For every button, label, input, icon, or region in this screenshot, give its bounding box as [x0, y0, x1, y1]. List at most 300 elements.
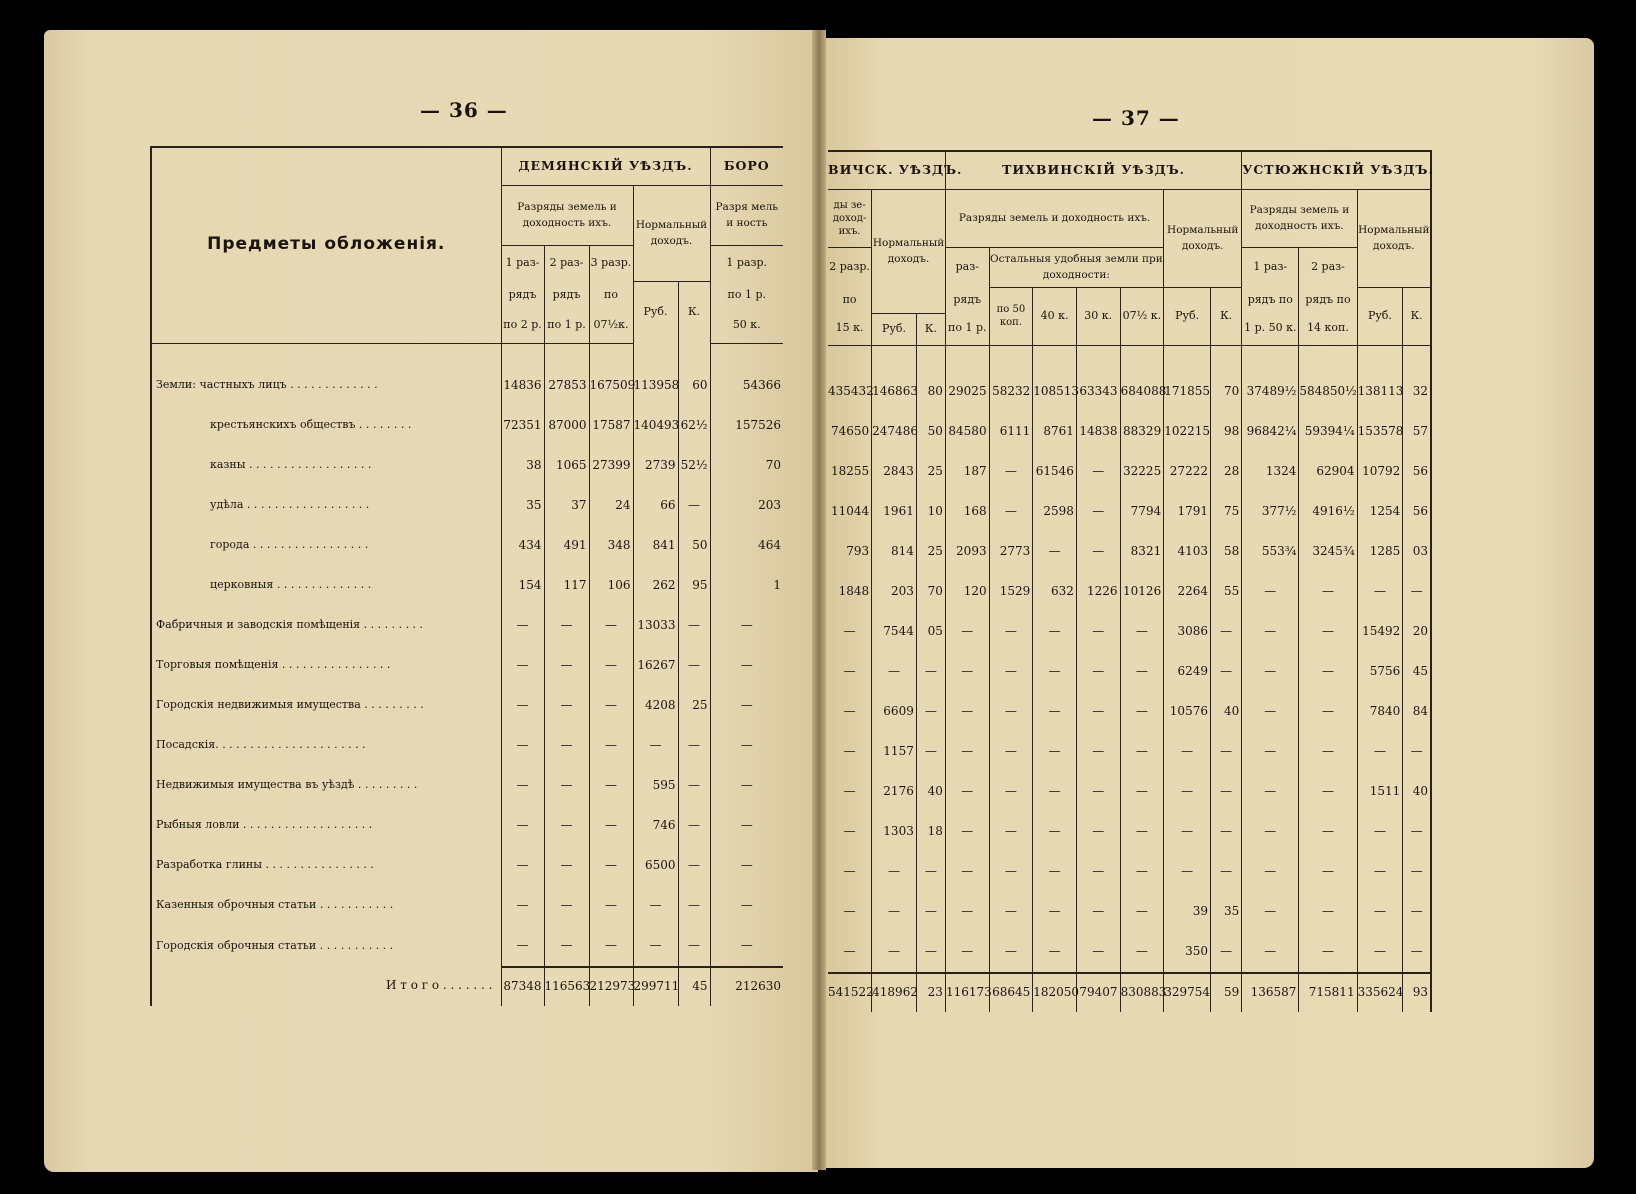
tikhvin-g1-label-c: по 1 р.	[945, 313, 989, 345]
data-cell: 7794	[1120, 492, 1164, 532]
data-cell: —	[989, 932, 1033, 973]
data-cell: 25	[678, 686, 710, 726]
data-cell: —	[1242, 772, 1299, 812]
spacer-cell	[916, 345, 945, 372]
data-cell: 62904	[1299, 452, 1357, 492]
data-cell: 38	[501, 446, 544, 486]
data-cell: —	[1076, 852, 1120, 892]
spacer-cell	[633, 343, 678, 366]
data-cell: —	[710, 766, 783, 806]
data-cell: —	[501, 766, 544, 806]
data-cell: 1848	[838, 583, 870, 598]
data-cell: —	[1242, 892, 1299, 932]
row-label: Разработка глины . . . . . . . . . . . . . . . .	[156, 858, 374, 872]
data-cell: —	[633, 726, 678, 766]
data-cell: —	[872, 852, 917, 892]
data-cell: 146863	[872, 372, 917, 412]
total-cell: 136587	[1242, 973, 1299, 1012]
data-cell: —	[1299, 812, 1357, 852]
data-cell: 2176	[872, 772, 917, 812]
spacer-cell	[501, 343, 544, 366]
table-row	[151, 366, 783, 406]
data-cell: —	[1076, 452, 1120, 492]
total-cell: 68645	[989, 973, 1033, 1012]
data-cell: 154	[501, 566, 544, 606]
data-cell: 138113	[1357, 372, 1403, 412]
total-cell: 418962	[872, 973, 917, 1012]
data-cell: 27222	[1164, 452, 1211, 492]
borovichi-normal-header: Нормальный доходъ.	[872, 189, 946, 313]
spacer-cell	[1033, 345, 1077, 372]
row-label: Земли: частныхъ лицъ . . . . . . . . . . . . .	[156, 378, 378, 392]
subject-header: Предметы обложенія.	[151, 147, 501, 343]
spacer-cell	[1299, 345, 1357, 372]
data-cell: —	[843, 903, 856, 918]
tikhvin-grades-header: Разряды земель и доходность ихъ.	[945, 189, 1163, 247]
data-cell: —	[1120, 852, 1164, 892]
tikhvin-o2-header: 40 к.	[1033, 287, 1077, 345]
tikhvin-normal-header: Нормальный доходъ.	[1164, 189, 1242, 287]
data-cell: 13033	[633, 606, 678, 646]
ustyuzhna-g1-label-b: рядъ по	[1242, 287, 1299, 313]
data-cell: 11044	[830, 503, 870, 518]
table-row	[151, 526, 783, 566]
data-cell: —	[1210, 932, 1241, 973]
data-cell: 102215	[1164, 412, 1211, 452]
data-cell: —	[678, 726, 710, 766]
data-cell: 4916½	[1299, 492, 1357, 532]
total-cell: 59	[1210, 973, 1241, 1012]
data-cell: —	[989, 452, 1033, 492]
data-cell: —	[1210, 812, 1241, 852]
data-cell: —	[589, 726, 633, 766]
data-cell: —	[843, 823, 856, 838]
data-cell: —	[1164, 772, 1211, 812]
data-cell: 2739	[633, 446, 678, 486]
data-cell: —	[544, 686, 589, 726]
data-cell: 28	[1210, 452, 1241, 492]
data-cell: 74650	[830, 423, 870, 438]
data-cell: 171855	[1164, 372, 1211, 412]
data-cell: —	[544, 806, 589, 846]
table-row	[828, 892, 1431, 932]
data-cell: —	[1299, 652, 1357, 692]
data-cell: 6111	[989, 412, 1033, 452]
table-row	[151, 726, 783, 766]
data-cell: 58	[1210, 532, 1241, 572]
data-cell: 1511	[1357, 772, 1403, 812]
data-cell: —	[872, 652, 917, 692]
data-cell: —	[501, 686, 544, 726]
tikhvin-rub-header: Руб.	[1164, 287, 1211, 345]
data-cell: 54366	[710, 366, 783, 406]
tikhvin-g1-label-b: рядъ	[945, 287, 989, 313]
data-cell: —	[710, 686, 783, 726]
spacer-cell	[544, 343, 589, 366]
data-cell: —	[501, 846, 544, 886]
district-header-tikhvin: ТИХВИНСКІЙ УѢЗДЪ.	[945, 151, 1241, 189]
data-cell: 8761	[1033, 412, 1077, 452]
data-cell: 106	[589, 566, 633, 606]
data-cell: 27399	[589, 446, 633, 486]
data-cell: 153578	[1357, 412, 1403, 452]
page-number-right: — 37 —	[1092, 106, 1180, 130]
data-cell: —	[945, 932, 989, 973]
total-cell: 335624	[1357, 973, 1403, 1012]
data-cell: 70	[710, 446, 783, 486]
data-cell: 24	[589, 486, 633, 526]
data-cell: —	[1164, 732, 1211, 772]
data-cell: 84580	[945, 412, 989, 452]
district-header-borovichi-cont: ВИЧСК. УѢЗДЪ.	[828, 151, 945, 189]
data-cell: 1961	[872, 492, 917, 532]
data-cell: —	[710, 806, 783, 846]
data-cell: —	[678, 606, 710, 646]
data-cell: 16267	[633, 646, 678, 686]
spacer-cell	[710, 343, 783, 366]
data-cell: —	[1403, 932, 1431, 973]
district-header-ustyuzhna: УСТЮЖНСКІЙ УѢЗДЪ.	[1242, 151, 1431, 189]
data-cell: 117	[544, 566, 589, 606]
data-cell: —	[1033, 652, 1077, 692]
data-cell: —	[843, 943, 856, 958]
data-cell: 6500	[633, 846, 678, 886]
data-cell: 63343	[1076, 372, 1120, 412]
tikhvin-o3-header: 30 к.	[1076, 287, 1120, 345]
data-cell: 70	[916, 572, 945, 612]
spacer-cell	[589, 343, 633, 366]
data-cell: —	[916, 852, 945, 892]
data-cell: —	[1403, 732, 1431, 772]
data-cell: 464	[710, 526, 783, 566]
data-cell: —	[1210, 612, 1241, 652]
data-cell: 98	[1210, 412, 1241, 452]
table-row	[828, 772, 1431, 812]
data-cell: —	[1210, 732, 1241, 772]
g1-label-b: рядъ	[501, 281, 544, 309]
row-label: Недвижимыя имущества въ уѣздѣ . . . . . . . . .	[156, 778, 418, 792]
data-cell: —	[989, 612, 1033, 652]
data-cell: 2093	[945, 532, 989, 572]
ustyuzhna-g2-label-b: рядъ по	[1299, 287, 1357, 313]
data-cell: —	[1120, 932, 1164, 973]
row-label: церковныя . . . . . . . . . . . . . .	[210, 578, 372, 592]
data-cell: 262	[633, 566, 678, 606]
borovichi-g2-label-c: 15 к.	[828, 313, 872, 345]
data-cell: 7840	[1357, 692, 1403, 732]
data-cell: —	[1299, 772, 1357, 812]
data-cell: —	[1076, 772, 1120, 812]
data-cell: —	[1076, 652, 1120, 692]
table-row	[828, 732, 1431, 772]
data-cell: —	[1242, 572, 1299, 612]
data-cell: —	[989, 772, 1033, 812]
data-cell: 140493	[633, 406, 678, 446]
data-cell: —	[589, 646, 633, 686]
data-cell: —	[1210, 652, 1241, 692]
borovichi-grades-header: ды зе- доход- ихъ.	[828, 189, 872, 247]
table-row	[151, 846, 783, 886]
data-cell: —	[1357, 932, 1403, 973]
ustyuzhna-kop-header: К.	[1403, 287, 1431, 345]
data-cell: —	[1033, 772, 1077, 812]
data-cell: —	[1299, 572, 1357, 612]
data-cell: 187	[945, 452, 989, 492]
ustyuzhna-rub-header: Руб.	[1357, 287, 1403, 345]
spacer-cell	[945, 345, 989, 372]
data-cell: 37489½	[1242, 372, 1299, 412]
data-cell: 17587	[589, 406, 633, 446]
data-cell: —	[501, 606, 544, 646]
data-cell: —	[589, 606, 633, 646]
table-row	[151, 406, 783, 446]
total-cell: 87348	[501, 967, 544, 1006]
data-cell: 3086	[1164, 612, 1211, 652]
data-cell: 8321	[1120, 532, 1164, 572]
data-cell: —	[1357, 892, 1403, 932]
data-cell: 746	[633, 806, 678, 846]
data-cell: —	[1076, 612, 1120, 652]
spacer-cell	[1403, 345, 1431, 372]
data-cell: 14836	[501, 366, 544, 406]
data-cell: 584850½	[1299, 372, 1357, 412]
data-cell: —	[501, 646, 544, 686]
g3-label-c: 07½к.	[589, 309, 633, 343]
data-cell: —	[945, 612, 989, 652]
data-cell: —	[678, 766, 710, 806]
data-cell: —	[1120, 612, 1164, 652]
spacer-cell	[1076, 345, 1120, 372]
total-cell: 212630	[710, 967, 783, 1006]
data-cell: 6249	[1164, 652, 1211, 692]
data-cell: —	[1299, 852, 1357, 892]
data-cell: 1303	[872, 812, 917, 852]
data-cell: —	[916, 892, 945, 932]
data-cell: —	[989, 812, 1033, 852]
data-cell: —	[843, 663, 856, 678]
data-cell: —	[945, 852, 989, 892]
data-cell: —	[1242, 812, 1299, 852]
row-label: Казенныя оброчныя статьи . . . . . . . . . . .	[156, 898, 394, 912]
table-row	[828, 692, 1431, 732]
data-cell: —	[945, 892, 989, 932]
data-cell: 2264	[1164, 572, 1211, 612]
data-cell: 1226	[1076, 572, 1120, 612]
data-cell: 45	[1403, 652, 1431, 692]
data-cell: —	[1299, 892, 1357, 932]
data-cell: 50	[678, 526, 710, 566]
data-cell: —	[872, 932, 917, 973]
table-row	[151, 806, 783, 846]
spacer-cell	[151, 343, 501, 366]
total-cell: 212973	[589, 967, 633, 1006]
data-cell: —	[916, 732, 945, 772]
data-cell: —	[544, 886, 589, 926]
total-cell: 541522	[828, 973, 872, 1012]
data-cell: —	[544, 846, 589, 886]
district-header-demyansk: ДЕМЯНСКІЙ УѢЗДЪ.	[501, 147, 710, 185]
data-cell: —	[1242, 852, 1299, 892]
g3-label-b: по	[589, 281, 633, 309]
g3-label-a: 3 разр.	[589, 245, 633, 281]
data-cell: 113958	[633, 366, 678, 406]
table-row	[151, 486, 783, 526]
data-cell: 39	[1164, 892, 1211, 932]
row-label: Посадскія. . . . . . . . . . . . . . . . . . . . . .	[156, 738, 366, 752]
data-cell: —	[1164, 852, 1211, 892]
data-cell: 1324	[1242, 452, 1299, 492]
normal-income-header: Нормальный доходъ.	[633, 185, 710, 281]
table-row	[828, 492, 1431, 532]
data-cell: —	[1120, 892, 1164, 932]
data-cell: 491	[544, 526, 589, 566]
total-cell: 830883	[1120, 973, 1164, 1012]
total-cell: 23	[916, 973, 945, 1012]
data-cell: 15492	[1357, 612, 1403, 652]
table-row	[151, 446, 783, 486]
data-cell: —	[989, 652, 1033, 692]
spacer-cell	[872, 345, 917, 372]
total-cell: 93	[1403, 973, 1431, 1012]
ustyuzhna-grades-header: Разряды земель и доходность ихъ.	[1242, 189, 1357, 247]
data-cell: 66	[633, 486, 678, 526]
data-cell: 348	[589, 526, 633, 566]
data-cell: —	[1033, 892, 1077, 932]
data-cell: 18255	[830, 463, 870, 478]
data-cell: 4208	[633, 686, 678, 726]
total-cell: 715811	[1299, 973, 1357, 1012]
data-cell: 87000	[544, 406, 589, 446]
spacer-cell	[1357, 345, 1403, 372]
total-row	[151, 967, 783, 1006]
data-cell: —	[544, 926, 589, 967]
book-gutter	[812, 30, 826, 1170]
data-cell: 27853	[544, 366, 589, 406]
row-label: удѣла . . . . . . . . . . . . . . . . . .	[210, 498, 370, 512]
data-cell: —	[1357, 852, 1403, 892]
data-cell: —	[1120, 812, 1164, 852]
data-cell: 14838	[1076, 412, 1120, 452]
data-cell: —	[843, 863, 856, 878]
table-row	[151, 566, 783, 606]
table-row	[828, 812, 1431, 852]
data-cell: 61546	[1033, 452, 1077, 492]
data-cell: —	[989, 892, 1033, 932]
data-cell: —	[1357, 572, 1403, 612]
data-cell: —	[1357, 812, 1403, 852]
data-cell: 3245¾	[1299, 532, 1357, 572]
data-cell: —	[1403, 572, 1431, 612]
data-cell: —	[1120, 732, 1164, 772]
data-cell: 32	[1403, 372, 1431, 412]
data-cell: —	[1403, 852, 1431, 892]
data-cell: 1157	[872, 732, 917, 772]
tikhvin-o4-header: 07½ к.	[1120, 287, 1164, 345]
data-cell: 18	[916, 812, 945, 852]
data-cell: 793	[846, 543, 870, 558]
data-cell: —	[1076, 732, 1120, 772]
data-cell: 75	[1210, 492, 1241, 532]
data-cell: —	[589, 926, 633, 967]
table-row	[828, 532, 1431, 572]
data-cell: 595	[633, 766, 678, 806]
data-cell: 435432	[828, 383, 874, 398]
table-row	[151, 766, 783, 806]
data-cell: —	[945, 652, 989, 692]
data-cell: —	[710, 926, 783, 967]
g2-label-c: по 1 р.	[544, 309, 589, 343]
spacer-cell	[1164, 345, 1211, 372]
data-cell: —	[589, 766, 633, 806]
right-table	[828, 150, 1432, 1012]
data-cell: 35	[1210, 892, 1241, 932]
row-label: города . . . . . . . . . . . . . . . . .	[210, 538, 369, 552]
data-cell: 56	[1403, 452, 1431, 492]
g1-label-c: по 2 р.	[501, 309, 544, 343]
data-cell: 29025	[945, 372, 989, 412]
data-cell: —	[1033, 812, 1077, 852]
table-row	[151, 886, 783, 926]
data-cell: 03	[1403, 532, 1431, 572]
data-cell: 167509	[589, 366, 633, 406]
borovichi-rub-header: Руб.	[872, 313, 917, 345]
data-cell: —	[1076, 532, 1120, 572]
data-cell: 10792	[1357, 452, 1403, 492]
data-cell: 632	[1033, 572, 1077, 612]
ustyuzhna-normal-header: Нормальный доходъ.	[1357, 189, 1431, 287]
data-cell: 20	[1403, 612, 1431, 652]
data-cell: 88329	[1120, 412, 1164, 452]
data-cell: —	[1076, 492, 1120, 532]
data-cell: —	[678, 806, 710, 846]
table-row	[828, 612, 1431, 652]
data-cell: 58232	[989, 372, 1033, 412]
data-cell: —	[843, 783, 856, 798]
data-cell: 553¾	[1242, 532, 1299, 572]
total-label: И т о г о . . . . . . .	[386, 978, 493, 993]
left-table	[150, 146, 783, 1006]
data-cell: —	[501, 886, 544, 926]
borovichi-kop-header: К.	[916, 313, 945, 345]
data-cell: 4103	[1164, 532, 1211, 572]
data-cell: —	[501, 726, 544, 766]
table-row	[828, 852, 1431, 892]
data-cell: —	[589, 886, 633, 926]
data-cell: —	[1033, 692, 1077, 732]
data-cell: 40	[1210, 692, 1241, 732]
data-cell: 25	[916, 452, 945, 492]
data-cell: —	[1120, 772, 1164, 812]
rub-header: Руб.	[633, 281, 678, 343]
data-cell: —	[1299, 932, 1357, 973]
data-cell: 57	[1403, 412, 1431, 452]
data-cell: —	[501, 926, 544, 967]
g2-label-b: рядъ	[544, 281, 589, 309]
data-cell: —	[872, 892, 917, 932]
data-cell: —	[544, 606, 589, 646]
data-cell: 203	[872, 572, 917, 612]
data-cell: 1285	[1357, 532, 1403, 572]
data-cell: 684088	[1120, 372, 1164, 412]
row-label: Городскія недвижимыя имущества . . . . . . . . .	[156, 698, 424, 712]
data-cell: 52½	[678, 446, 710, 486]
data-cell: 841	[633, 526, 678, 566]
data-cell: —	[989, 692, 1033, 732]
row-label: Торговыя помѣщенія . . . . . . . . . . . . . . . .	[156, 658, 391, 672]
data-cell: —	[710, 846, 783, 886]
data-cell: 40	[916, 772, 945, 812]
data-cell: —	[843, 703, 856, 718]
